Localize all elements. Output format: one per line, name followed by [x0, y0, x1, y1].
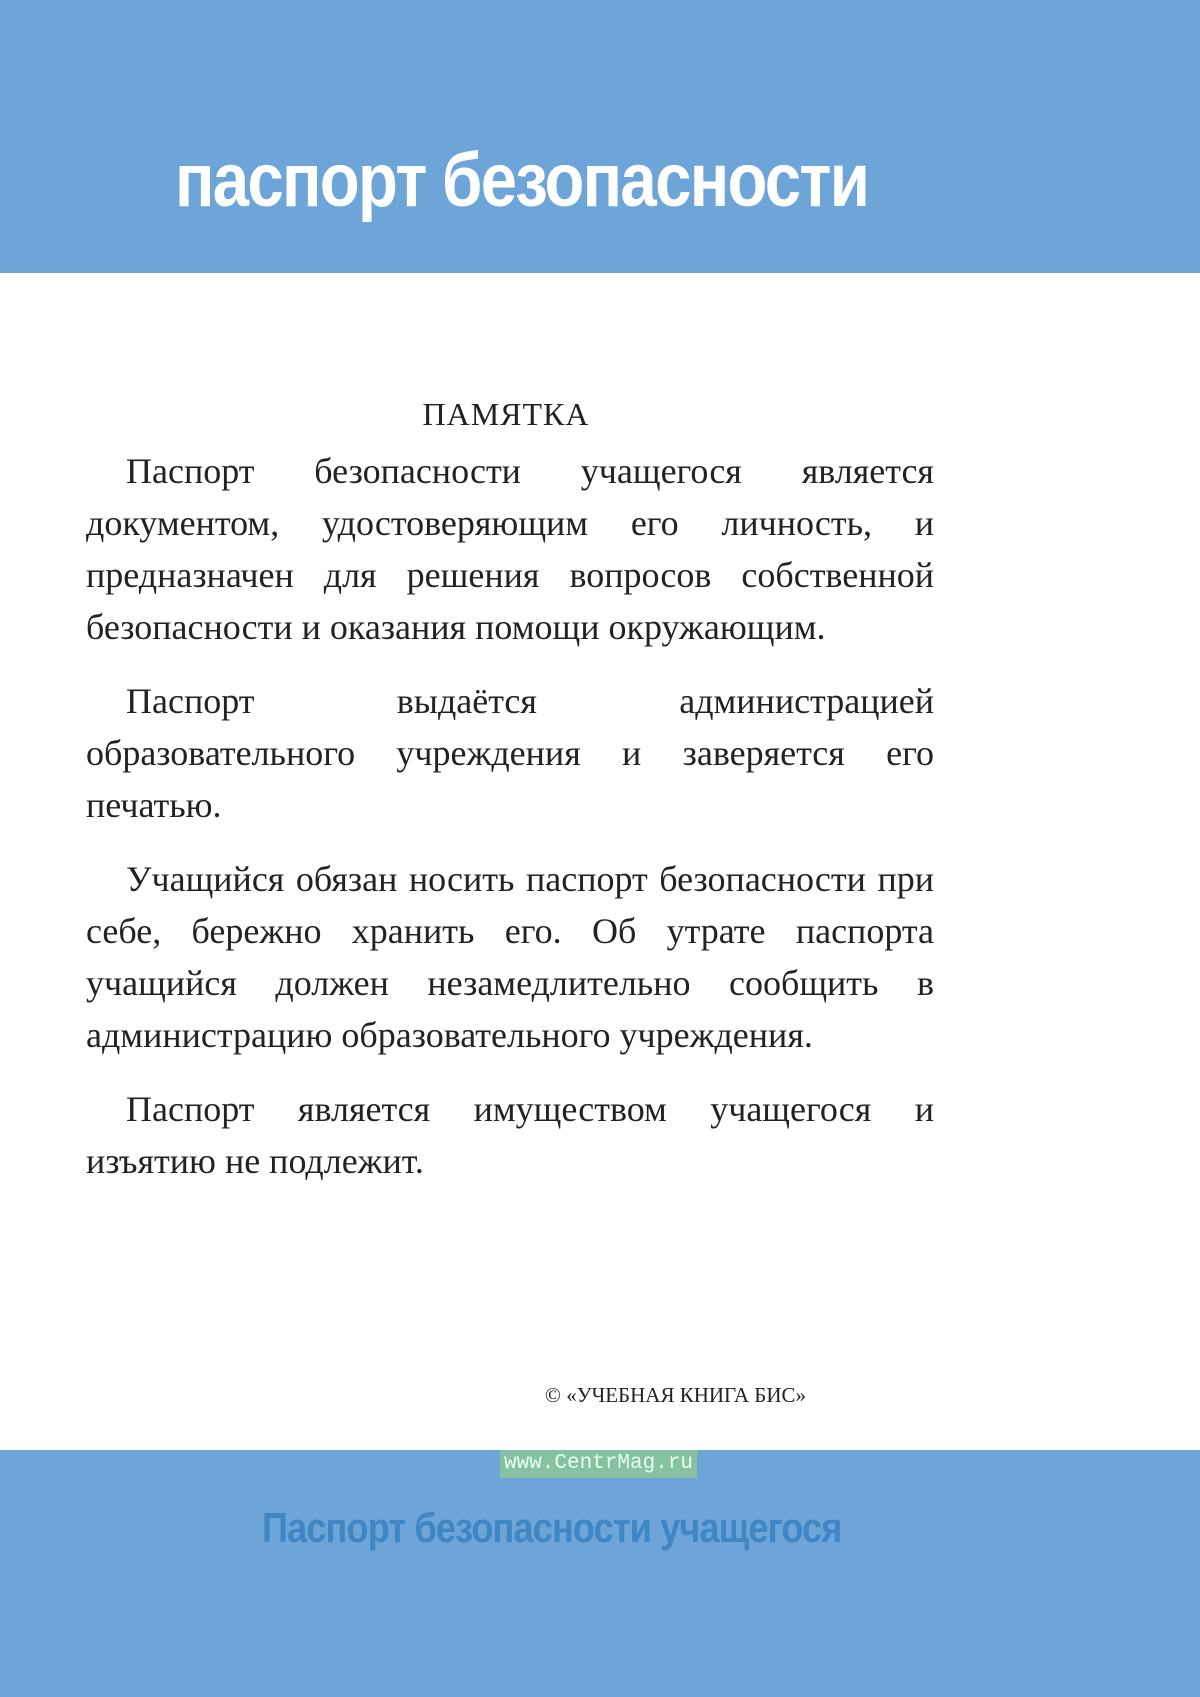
memo-body	[86, 445, 934, 1209]
footer-band	[0, 1450, 1200, 1697]
cover-title: паспорт безопасности	[175, 138, 869, 223]
copyright-note: © «УЧЕБНАЯ КНИГА БИС»	[545, 1383, 807, 1407]
memo-heading: ПАМЯТКА	[422, 396, 590, 432]
memo-paragraph-1: Паспорт безопасности учащегося является документом, удостоверяющим его личность, и предназначен для решения вопросов собственной безопасности и оказания помощи окружающим.	[86, 451, 934, 647]
memo-paragraph-4: Паспорт является имуществом учащегося и изъятию не подлежит.	[86, 1089, 934, 1181]
memo-paragraph-2: Паспорт выдаётся администрацией образовательного учреждения и заверяется его печатью.	[86, 681, 934, 825]
watermark-url: www.CentrMag.ru	[500, 1450, 697, 1478]
memo-paragraph-3: Учащийся обязан носить паспорт безопасности при себе, бережно хранить его. Об утрате паспорта учащийся должен незамедлительно сообщить в администрацию образовательного учреждения.	[86, 859, 934, 1055]
footer-title: Паспорт безопасности учащегося	[262, 1504, 842, 1551]
